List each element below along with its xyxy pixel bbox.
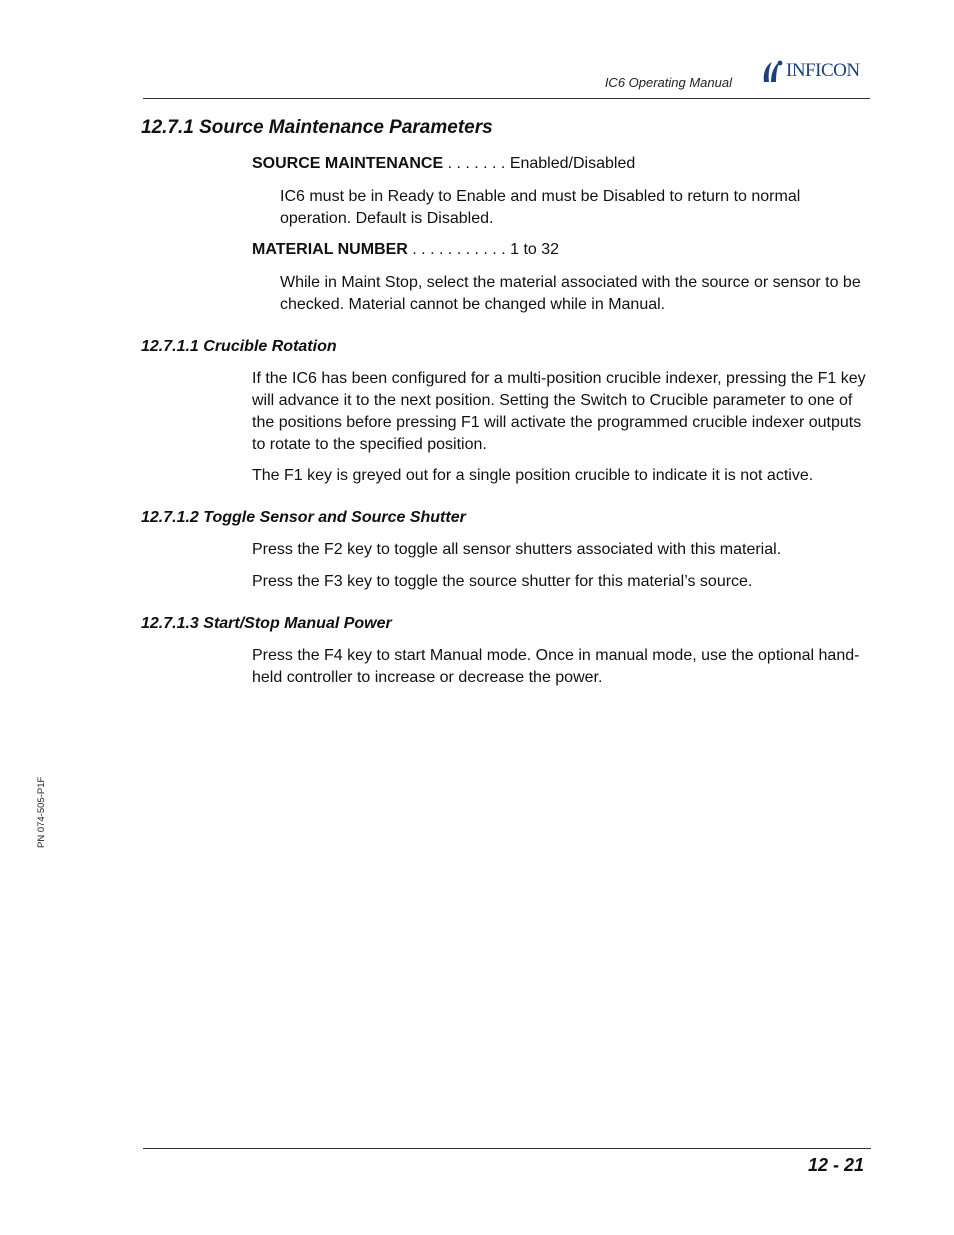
section-heading: 12.7.1 Source Maintenance Parameters <box>141 117 493 138</box>
manual-title: IC6 Operating Manual <box>604 75 732 90</box>
logo-text: INFICON <box>786 60 860 81</box>
param-description: IC6 must be in Ready to Enable and must be Disabled to return to normal operation. Default is Disabled. <box>280 188 801 227</box>
param-leader: . . . . . . . . . . . <box>407 241 511 258</box>
paragraph: Press the F4 key to start Manual mode. Once in manual mode, use the optional hand-held controller to increase or decrease the power. <box>252 647 860 686</box>
inficon-logo-icon <box>760 58 784 84</box>
subsection-heading-manual-power: 12.7.1.3 Start/Stop Manual Power <box>141 615 392 632</box>
param-name: MATERIAL NUMBER <box>252 241 408 258</box>
paragraph: Press the F3 key to toggle the source shutter for this material’s source. <box>252 573 753 590</box>
param-description: While in Maint Stop, select the material associated with the source or sensor to be checked. Material cannot be changed while in Manual. <box>280 274 861 313</box>
paragraph: The F1 key is greyed out for a single position crucible to indicate it is not active. <box>252 467 814 484</box>
paragraph: If the IC6 has been configured for a multi-position crucible indexer, pressing the F1 key will advance it to the next position. Setting the Switch to Crucible parameter to one of the positions before pressing F1 will activate the programmed crucible indexer outputs to rotate to the specified position. <box>252 370 866 453</box>
param-value: 1 to 32 <box>510 241 560 258</box>
param-value: Enabled/Disabled <box>509 155 636 172</box>
footer-rule <box>143 1148 871 1149</box>
page-number: 12 - 21 <box>807 1155 864 1175</box>
paragraph: Press the F2 key to toggle all sensor shutters associated with this material. <box>252 541 782 558</box>
subsection-heading-toggle-shutter: 12.7.1.2 Toggle Sensor and Source Shutter <box>141 509 466 526</box>
param-leader: . . . . . . . <box>443 155 510 172</box>
inficon-logo <box>760 58 860 84</box>
part-number: PN 074-505-P1F <box>36 776 47 848</box>
param-material-number <box>252 241 559 259</box>
param-source-maintenance <box>252 155 635 173</box>
param-name: SOURCE MAINTENANCE <box>252 155 444 172</box>
header-rule <box>143 98 870 99</box>
subsection-heading-crucible-rotation: 12.7.1.1 Crucible Rotation <box>141 338 337 355</box>
